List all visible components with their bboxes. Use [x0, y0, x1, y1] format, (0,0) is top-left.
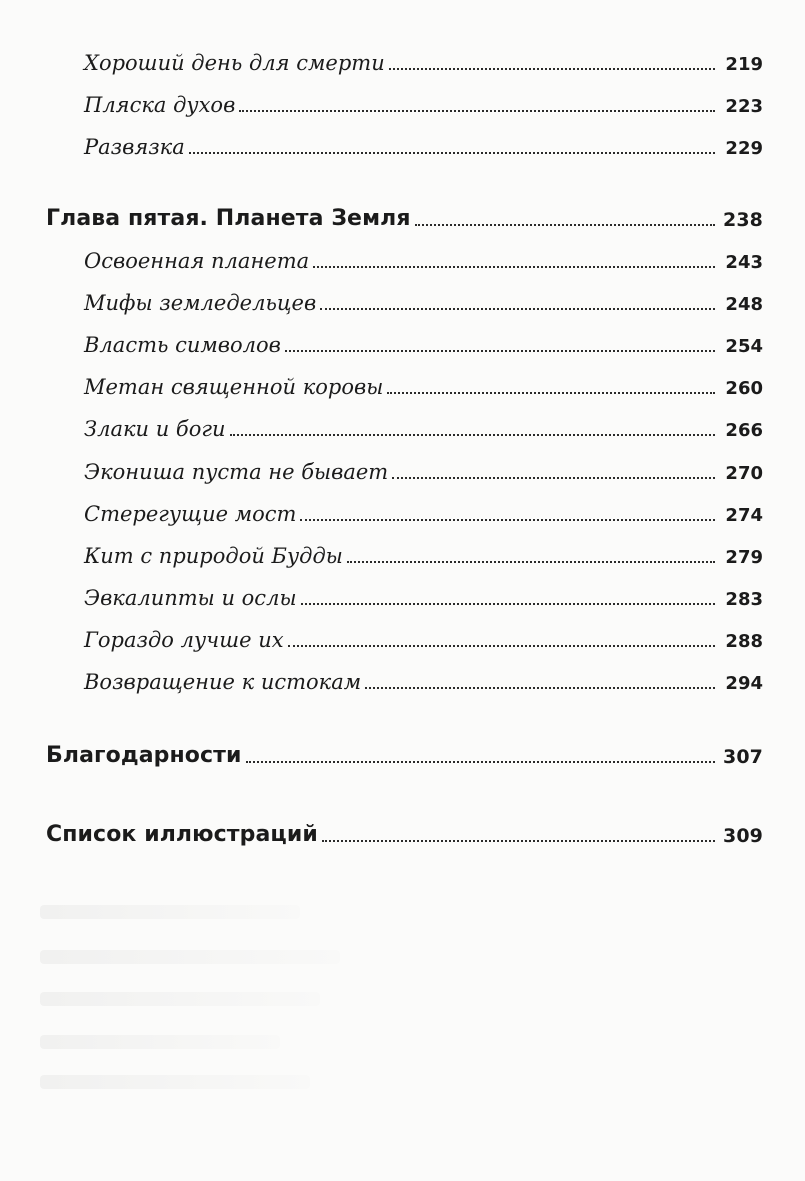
toc-entry-title: Мифы земледельцев	[84, 291, 317, 315]
toc-entry[interactable]	[0, 617, 805, 651]
toc-entry-page: 288	[725, 631, 763, 652]
toc-entry[interactable]	[0, 322, 805, 356]
show-through-mark	[40, 950, 340, 964]
dot-leader	[239, 110, 715, 112]
toc-entry-title: Стерегущие мост	[84, 502, 297, 526]
toc-entry-title: Возвращение к истокам	[84, 670, 362, 694]
toc-entry[interactable]	[0, 364, 805, 398]
dot-leader	[389, 68, 715, 70]
toc-chapter-page: 309	[723, 825, 763, 847]
toc-entry-page: 294	[725, 673, 763, 694]
toc-chapter-page: 238	[723, 209, 763, 231]
show-through-mark	[40, 992, 320, 1006]
toc-entry-page: 283	[725, 589, 763, 610]
toc-entry[interactable]	[0, 82, 805, 116]
toc-entry-page: 219	[725, 54, 763, 75]
toc-entry[interactable]	[0, 40, 805, 74]
toc-entry-title: Эвкалипты и ослы	[84, 586, 297, 610]
show-through-mark	[40, 905, 300, 919]
toc-entry-title: Кит с природой Будды	[84, 544, 343, 568]
toc-entry[interactable]	[0, 124, 805, 158]
dot-leader	[230, 434, 715, 436]
toc-entry[interactable]	[0, 575, 805, 609]
dot-leader	[320, 308, 715, 310]
toc-chapter-title: Благодарности	[46, 743, 242, 768]
toc-entry[interactable]	[0, 659, 805, 693]
toc-entry[interactable]	[0, 449, 805, 483]
toc-entry-page: 266	[725, 420, 763, 441]
dot-leader	[365, 687, 715, 689]
toc-chapter-entry[interactable]	[0, 196, 805, 230]
toc-chapter-entry[interactable]	[0, 733, 805, 767]
toc-entry-page: 223	[725, 96, 763, 117]
dot-leader	[392, 477, 715, 479]
toc-entry-page: 248	[725, 294, 763, 315]
dot-leader	[322, 840, 715, 842]
toc-entry[interactable]	[0, 238, 805, 272]
toc-entry[interactable]	[0, 533, 805, 567]
toc-entry-title: Хороший день для смерти	[84, 51, 385, 75]
toc-entry-title: Метан священной коровы	[84, 375, 384, 399]
toc-entry[interactable]	[0, 280, 805, 314]
toc-entry-title: Освоенная планета	[84, 249, 310, 273]
dot-leader	[288, 645, 715, 647]
toc-entry-page: 260	[725, 378, 763, 399]
toc-entry-page: 279	[725, 547, 763, 568]
toc-entry[interactable]	[0, 406, 805, 440]
toc-entry-page: 243	[725, 252, 763, 273]
dot-leader	[415, 224, 715, 226]
toc-entry-title: Пляска духов	[84, 93, 236, 117]
dot-leader	[387, 392, 715, 394]
show-through-mark	[40, 1035, 280, 1049]
toc-entry-title: Развязка	[84, 135, 185, 159]
dot-leader	[300, 519, 715, 521]
toc-entry-page: 254	[725, 336, 763, 357]
toc-entry-title: Власть символов	[84, 333, 281, 357]
toc-entry[interactable]	[0, 491, 805, 525]
show-through-mark	[40, 1075, 310, 1089]
dot-leader	[285, 350, 715, 352]
dot-leader	[313, 266, 715, 268]
dot-leader	[246, 761, 715, 763]
toc-chapter-title: Список иллюстраций	[46, 822, 318, 847]
toc-entry-page: 274	[725, 505, 763, 526]
toc-entry-title: Экониша пуста не бывает	[84, 460, 389, 484]
toc-entry-page: 229	[725, 138, 763, 159]
toc-entry-page: 270	[725, 463, 763, 484]
toc-entry-title: Злаки и боги	[84, 417, 226, 441]
dot-leader	[301, 603, 715, 605]
dot-leader	[347, 561, 715, 563]
toc-chapter-title: Глава пятая. Планета Земля	[46, 206, 411, 231]
toc-chapter-entry[interactable]	[0, 812, 805, 846]
dot-leader	[189, 152, 715, 154]
toc-entry-title: Гораздо лучше их	[84, 628, 284, 652]
toc-chapter-page: 307	[723, 746, 763, 768]
